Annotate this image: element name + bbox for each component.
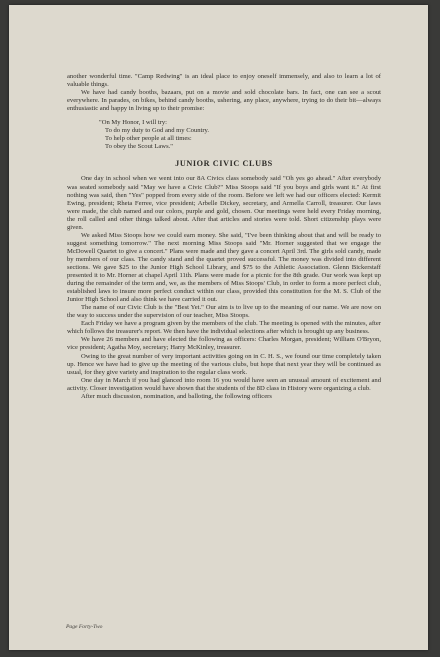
paragraph-camp-redwing: another wonderful time. "Camp Redwing" is an ideal place to enjoy oneself immensely, and also to learn a lot of valuable things. <box>67 73 381 89</box>
page-number: Page Forty-Two <box>66 624 103 630</box>
paragraph-balloting: After much discussion, nomination, and balloting, the following officers <box>81 392 272 400</box>
paragraph-activities: Owing to the great number of very important activities going on in C. H. S., we found our time completely taken up. Hence we have had to give up the meeting of the various clubs, but hope that next year they will be continued as usual, for they give variety and inspiration to the regular class work. <box>67 352 381 376</box>
document-page <box>9 5 428 650</box>
paragraph-earning-money: We asked Miss Stoops how we could earn money. She said, "I've been thinking about that and will be ready to suggest something tomorrow." The next morning Miss Stoops said "Mr. Horner suggested that we engage the McDowell Quartet to give a concert." Plans were made and they gave a concert April 3rd. The girls sold candy, made by members of our class. The candy stand and the quartet proved successful. The money was divided into different sections. We gave $25 to the Junior High School Library, and $75 to the Athletic Association. Glenn Bickerstaff presented it to Mr. Horner at chapel April 11th. Plans were made for a picnic for the 8th grade. Our work was kept up during the remainder of the term and, we, as the members of Miss Stoops' Club, in order to form a more perfect club, established laws to insure more perfect conduct within our class, provided this constitution for the M. S. Club of the Junior High School and also think we have carried it out. <box>67 231 381 304</box>
page-body <box>67 73 381 401</box>
promise-line: To help other people at all times: <box>105 135 192 143</box>
promise-line: "On My Honor, I will try: <box>99 119 167 127</box>
section-heading: JUNIOR CIVIC CLUBS <box>175 159 273 169</box>
paragraph-club-formation: One day in school when we went into our 8A Civics class somebody said "Oh yes go ahead." After everybody was seated somebody said "May we have a Civic Club?" Miss Stoops said "If you boys and girls want it." At first nothing was said, then "Yes" popped from every side of the room. Before we left we had our officers elected: Kermit Ewing, president; Rheta Ferree, vice president; Arbelle Dickey, secretary, and Armella Carroll, treasurer. Our laws were made, the club named and our colors, purple and gold, chosen. Our meetings were held every Friday morning, the roll called and other things talked about. After that articles and stories were told. Short citizenship plays were given. <box>67 175 381 231</box>
promise-line: To obey the Scout Laws." <box>105 143 173 151</box>
scout-promise <box>99 119 381 151</box>
paragraph-room-16: One day in March if you had glanced into room 16 you would have seen an unusual amount of excitement and activity. Closer investigation would have shown that the students of the 8D class in History were organizing a club. <box>67 376 381 392</box>
paragraph-officers: We have 26 members and have elected the following as officers: Charles Morgan, president; William O'Bryon, vice president; Agatha Moy, secretary; Harry McKinley, treasurer. <box>67 336 381 352</box>
paragraph-scout-activities: We have had candy booths, bazaars, put on a movie and sold chocolate bars. In fact, one can see a scout everywhere. In parades, on bikes, behind candy booths, ushering, any place, anywhere, trying to do their bit—always enthusiastic and happy in living up to their promise: <box>67 89 381 113</box>
promise-line: To do my duty to God and my Country. <box>105 127 210 135</box>
paragraph-club-name: The name of our Civic Club is the "Best Yet." Our aim is to live up to the meaning of our name. We are now on the way to success under the supervision of our teacher, Miss Stoops. <box>67 304 381 320</box>
paragraph-friday-program: Each Friday we have a program given by the members of the club. The meeting is opened with the minutes, after which follows the treasurer's report. We then have the individual selections after which is brought up any business. <box>67 320 381 336</box>
